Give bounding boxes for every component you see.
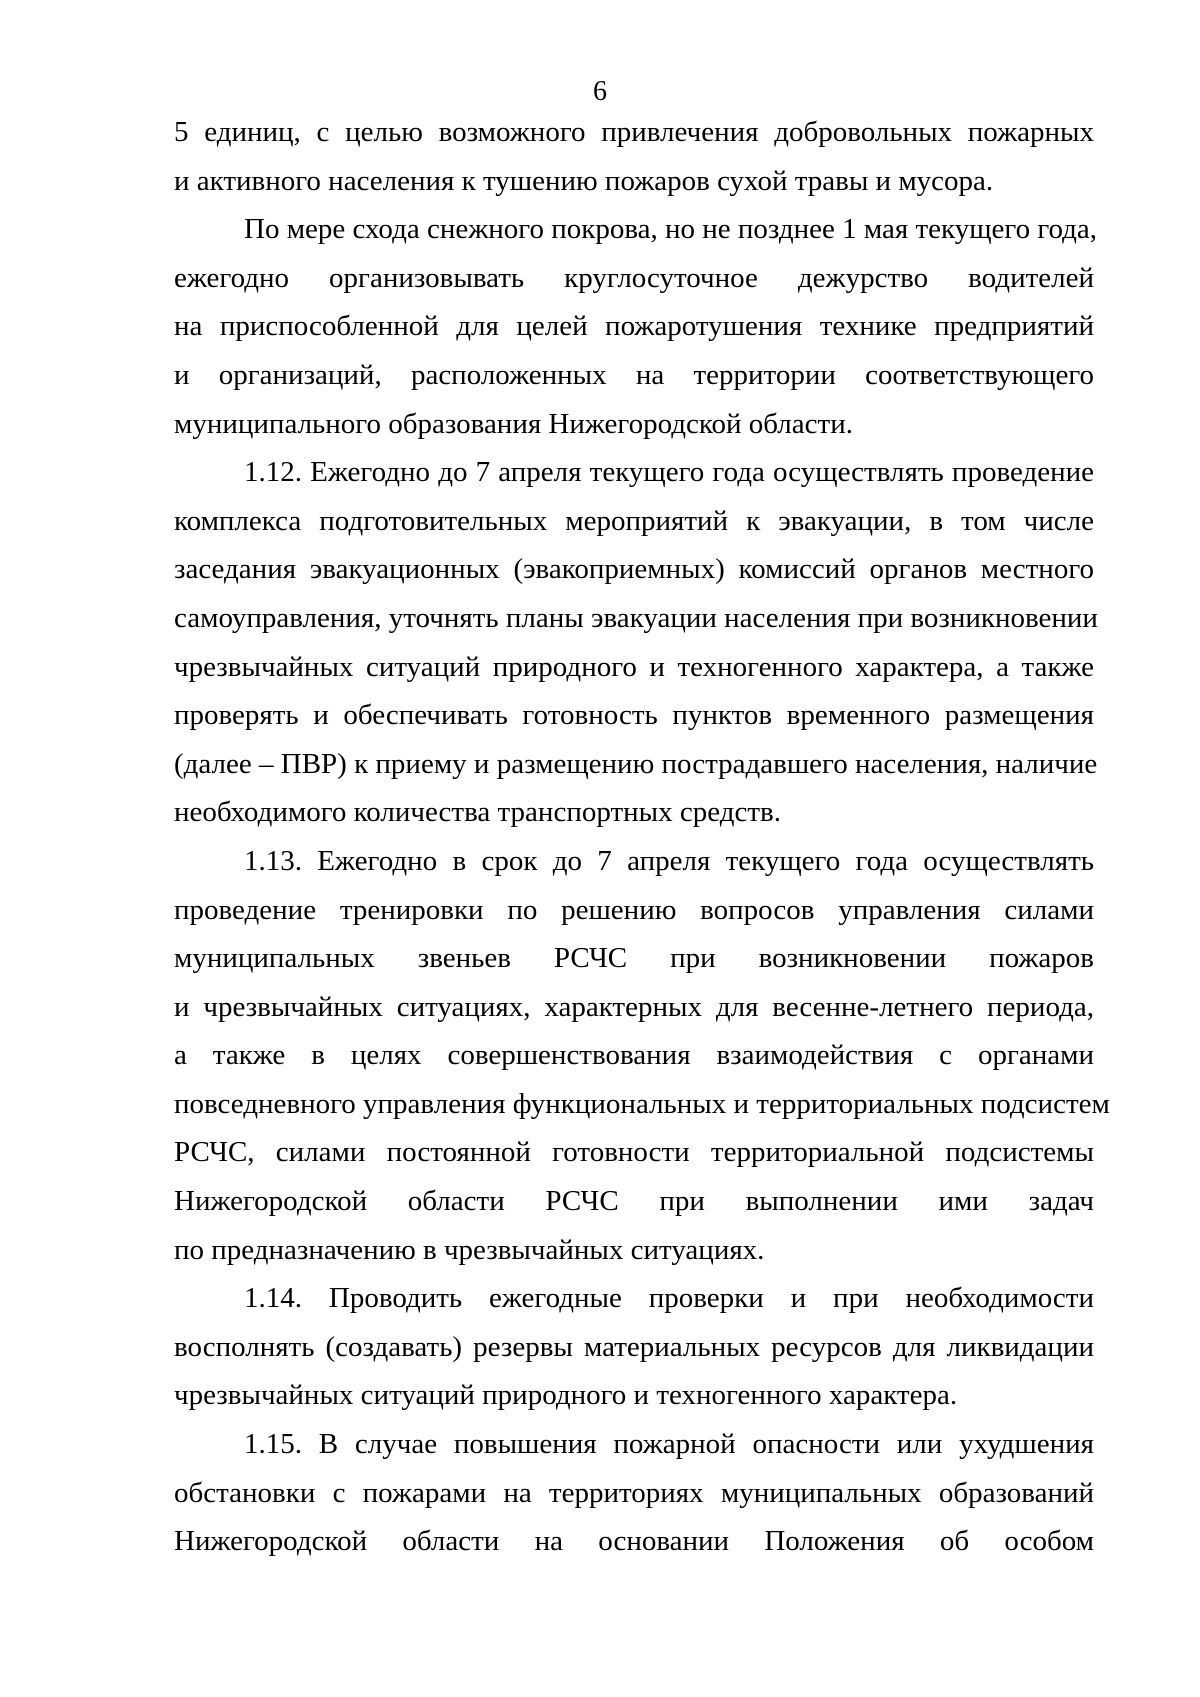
text-line: муниципальных звеньев РСЧС при возникновении пожаров (174, 942, 1094, 975)
text-line: (далее – ПВР) к приему и размещению пострадавшего населения, наличие (174, 747, 1098, 780)
text-line: Нижегородской области на основании Положения об особом (174, 1525, 1094, 1558)
text-line: 1.15. В случае повышения пожарной опасности или ухудшения (244, 1428, 1094, 1461)
text-line: муниципального образования Нижегородской области. (174, 407, 853, 440)
paragraph-snow-cover (174, 205, 1098, 448)
text-line: на приспособленной для целей пожаротушения технике предприятий (174, 310, 1094, 343)
paragraph-item-1-15 (174, 1420, 1094, 1566)
page-number: 6 (593, 76, 607, 107)
text-line: 5 единиц, с целью возможного привлечения добровольных пожарных (174, 116, 1094, 148)
text-line: повседневного управления функциональных и территориальных подсистем (174, 1087, 1110, 1120)
text-line: обстановки с пожарами на территориях муниципальных образований (174, 1476, 1094, 1509)
text-line: проведение тренировки по решению вопросов управления силами (174, 893, 1094, 926)
text-line: самоуправления, уточнять планы эвакуации населения при возникновении (174, 601, 1098, 634)
text-line: проверять и обеспечивать готовность пунктов временного размещения (174, 699, 1094, 732)
paragraph-item-1-14 (174, 1274, 1094, 1420)
text-line: восполнять (создавать) резервы материальных ресурсов для ликвидации (174, 1330, 1094, 1363)
paragraph-item-1-12 (174, 448, 1098, 837)
text-line: Нижегородской области РСЧС при выполнении ими задач (174, 1185, 1094, 1218)
text-line: чрезвычайных ситуаций природного и техногенного характера. (174, 1379, 958, 1412)
text-line: заседания эвакуационных (эвакоприемных) комиссий органов местного (174, 553, 1094, 586)
text-line: РСЧС, силами постоянной готовности территориальной подсистемы (174, 1136, 1094, 1169)
text-line: и организаций, расположенных на территории соответствующего (174, 358, 1094, 391)
text-line: 1.14. Проводить ежегодные проверки и при необходимости (244, 1282, 1094, 1315)
paragraph-continuation (174, 108, 1094, 205)
text-line: необходимого количества транспортных средств. (174, 796, 781, 829)
text-line: По мере схода снежного покрова, но не позднее 1 мая текущего года, (244, 213, 1098, 246)
document-body (174, 108, 1110, 1566)
text-line: по предназначению в чрезвычайных ситуациях. (174, 1233, 765, 1266)
text-line: комплекса подготовительных мероприятий к эвакуации, в том числе (174, 504, 1094, 537)
text-line: ежегодно организовывать круглосуточное дежурство водителей (174, 261, 1094, 294)
text-line: 1.12. Ежегодно до 7 апреля текущего года осуществлять проведение (244, 456, 1094, 489)
text-line: и чрезвычайных ситуациях, характерных для весенне-летнего периода, (174, 990, 1094, 1023)
text-line: а также в целях совершенствования взаимодействия с органами (174, 1039, 1094, 1072)
text-line: и активного населения к тушению пожаров сухой травы и мусора. (174, 164, 994, 197)
paragraph-item-1-13 (174, 837, 1110, 1274)
text-line: чрезвычайных ситуаций природного и техногенного характера, а также (174, 650, 1094, 683)
text-line: 1.13. Ежегодно в срок до 7 апреля текущего года осуществлять (244, 844, 1094, 877)
